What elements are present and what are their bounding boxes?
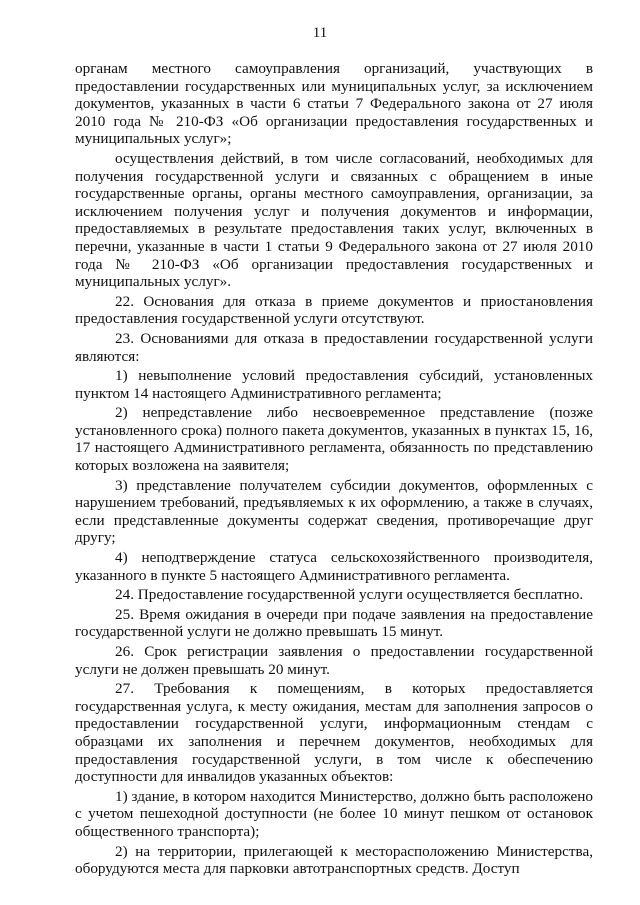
paragraph: осуществления действий, в том числе согласований, необходимых для получения государственной услуги и связанных с обращением в иные государственные органы, органы местного самоуправления, организации, за исключением получения услуг и получения документов и информации, предоставляемых в результате предоставления таких услуг, включенных в перечни, указанные в части 1 статьи 9 Федерального закона от 27 июля 2010 года № 210-ФЗ «Об организации предоставления государственных и муниципальных услуг». xyxy=(75,149,593,291)
paragraph-subitem-4: 4) неподтверждение статуса сельскохозяйственного производителя, указанного в пункте 5 настоящего Административного регламента. xyxy=(75,549,593,584)
paragraph-subitem-2: 2) на территории, прилегающей к месторасположению Министерства, оборудуются места для парковки автотранспортных средств. Доступ xyxy=(75,842,593,878)
paragraph-item-22: 22. Основания для отказа в приеме документов и приостановления предоставления государственной услуги отсутствуют. xyxy=(75,292,593,328)
paragraph-subitem-2: 2) непредставление либо несвоевременное представление (позже установленного срока) полного пакета документов, указанных в пунктах 15, 16, 17 настоящего Административного регламента, обязанность по представлению которых возложена на заявителя; xyxy=(75,404,593,475)
paragraph-item-23: 23. Основаниями для отказа в предоставлении государственной услуги являются: xyxy=(75,329,593,365)
paragraph-item-25: 25. Время ожидания в очереди при подаче заявления на предоставление государственной услуги не должно превышать 15 минут. xyxy=(75,605,593,641)
paragraph-item-26: 26. Срок регистрации заявления о предоставлении государственной услуги не должен превышать 20 минут. xyxy=(75,643,593,678)
document-body xyxy=(75,60,593,878)
paragraph-item-24: 24. Предоставление государственной услуги осуществляется бесплатно. xyxy=(115,586,584,604)
paragraph-continuation: органам местного самоуправления организаций, участвующих в предоставлении государственных или муниципальных услуг, за исключением документов, указанных в части 6 статьи 7 Федерального закона от 27 июля 2010 года № 210-ФЗ «Об организации предоставления государственных и муниципальных услуг»; xyxy=(75,60,593,148)
paragraph-subitem-1: 1) здание, в котором находится Министерство, должно быть расположено с учетом пешеходной доступности (не более 10 минут пешком от остановок общественного транспорта); xyxy=(75,787,593,840)
paragraph-item-27: 27. Требования к помещениям, в которых предоставляется государственная услуга, к месту ожидания, местам для заполнения запросов о предоставлении государственной услуги, информационным стендам с образцами их заполнения и перечнем документов, необходимых для предоставления государственной услуги, в том числе к обеспечению доступности для инвалидов указанных объектов: xyxy=(75,680,593,786)
paragraph-subitem-3: 3) представление получателем субсидии документов, оформленных с нарушением требований, предъявляемых к их оформлению, а также в случаях, если представленные документы содержат сведения, противоречащие друг другу; xyxy=(75,476,593,547)
paragraph-subitem-1: 1) невыполнение условий предоставления субсидий, установленных пунктом 14 настоящего Административного регламента; xyxy=(75,367,593,402)
page-number: 11 xyxy=(312,25,328,41)
